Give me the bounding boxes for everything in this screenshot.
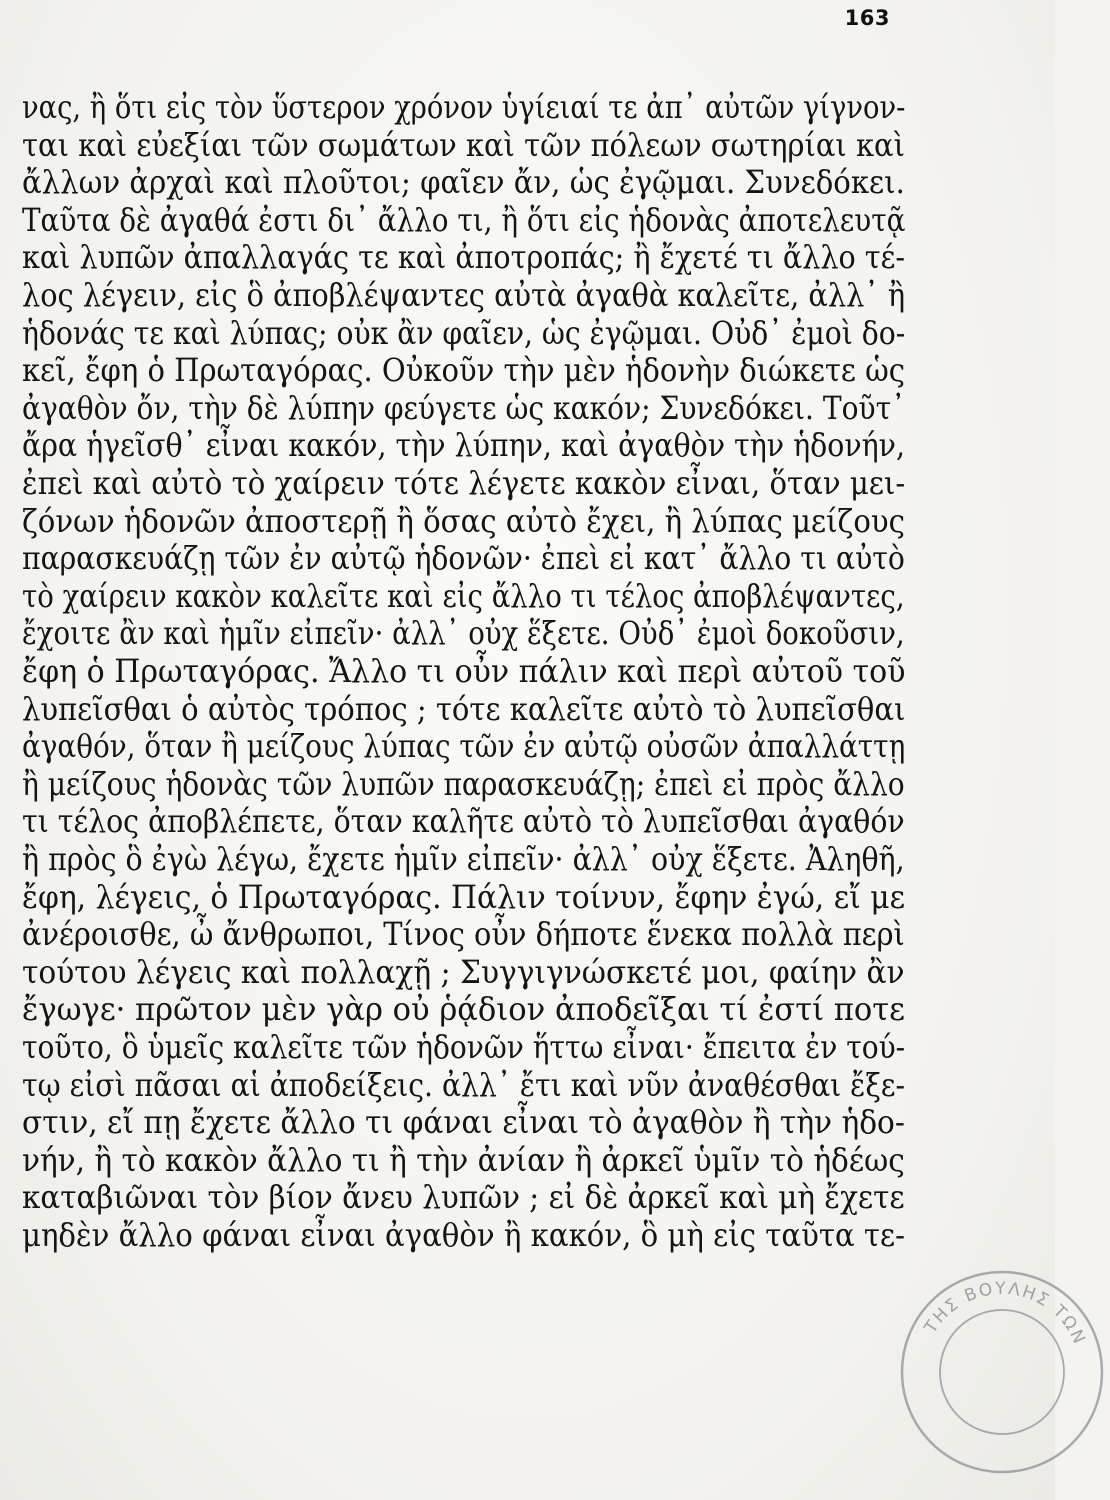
- text-line: τούτου λέγεις καὶ πολλαχῇ ; Συγγιγνώσκετέ μοι, φαίην ἂν: [22, 952, 905, 991]
- text-line: κεῖ, ἔφη ὁ Πρωταγόρας. Οὐκοῦν τὴν μὲν ἡδονὴν διώκετε ὡς: [22, 351, 906, 390]
- text-line: μηδὲν ἄλλο φάναι εἶναι ἀγαθὸν ἢ κακόν, ὃ μὴ εἰς ταῦτα τε-: [22, 1216, 905, 1254]
- text-line: ἡδονάς τε καὶ λύπας; οὐκ ἂν φαῖεν, ὡς ἐγῷμαι. Οὐδ᾽ ἐμοὶ δο-: [22, 313, 906, 352]
- text-line: ἄρα ἡγεῖσθ᾽ εἶναι κακόν, τὴν λύπην, καὶ ἀγαθὸν τὴν ἡδονήν,: [22, 426, 905, 465]
- text-line: ζόνων ἡδονῶν ἀποστερῇ ἢ ὅσας αὐτὸ ἔχει, ἢ λύπας μείζους: [22, 501, 905, 540]
- text-line: ἀγαθὸν ὄν, τὴν δὲ λύπην φεύγετε ὡς κακόν; Συνεδόκει. Τοῦτ᾽: [22, 388, 906, 427]
- text-line: καταβιῶναι τὸν βίον ἄνευ λυπῶν ; εἰ δὲ ἀρκεῖ καὶ μὴ ἔχετε: [22, 1178, 905, 1217]
- text-line: ἔφη, λέγεις, ὁ Πρωταγόρας. Πάλιν τοίνυν, ἔφην ἐγώ, εἴ με: [22, 877, 906, 916]
- text-line: λος λέγειν, εἰς ὃ ἀποβλέψαντες αὐτὰ ἀγαθὰ καλεῖτε, ἀλλ᾽ ἢ: [22, 276, 906, 314]
- text-line: λυπεῖσθαι ὁ αὐτὸς τρόπος ; τότε καλεῖτε αὐτὸ τὸ λυπεῖσθαι: [22, 689, 906, 728]
- text-line: ἔφη ὁ Πρωταγόρας. Ἄλλο τι οὖν πάλιν καὶ περὶ αὐτοῦ τοῦ: [22, 652, 906, 690]
- text-line: στιν, εἴ πῃ ἔχετε ἄλλο τι φάναι εἶναι τὸ ἀγαθὸν ἢ τὴν ἡδο-: [22, 1103, 905, 1142]
- text-line: ἀγαθόν, ὅταν ἢ μείζους λύπας τῶν ἐν αὐτῷ οὐσῶν ἀπαλλάττῃ: [22, 727, 906, 766]
- text-line: ται καὶ εὐεξίαι τῶν σωμάτων καὶ τῶν πόλεων σωτηρίαι καὶ: [22, 125, 905, 164]
- text-line: ἄλλων ἀρχαὶ καὶ πλοῦτοι; φαῖεν ἄν, ὡς ἐγῷμαι. Συνεδόκει.: [22, 163, 905, 202]
- stamp-text: ΤΗΣ ΒΟΥΛΗΣ ΤΩΝ: [920, 1278, 1090, 1349]
- library-stamp: [895, 1265, 1110, 1480]
- text-line: ἔχοιτε ἂν καὶ ἡμῖν εἰπεῖν· ἀλλ᾽ οὐχ ἕξετε. Οὐδ᾽ ἐμοὶ δοκοῦσιν,: [22, 614, 905, 653]
- text-line: ἀνέροισθε, ὦ ἄνθρωποι, Τίνος οὖν δήποτε ἕνεκα πολλὰ περὶ: [22, 915, 905, 954]
- text-line: νας, ἢ ὅτι εἰς τὸν ὕστερον χρόνον ὑγίειαί τε ἀπ᾽ αὐτῶν γίγνον-: [22, 88, 906, 126]
- text-line: παρασκευάζῃ τῶν ἐν αὐτῷ ἡδονῶν· ἐπεὶ εἰ κατ᾽ ἄλλο τι αὐτὸ: [22, 539, 905, 578]
- text-line: τῳ εἰσὶ πᾶσαι αἱ ἀποδείξεις. ἀλλ᾽ ἔτι καὶ νῦν ἀναθέσθαι ἔξε-: [22, 1065, 906, 1104]
- text-line: ἔγωγε· πρῶτον μὲν γὰρ οὐ ῥᾴδιον ἀποδεῖξαι τί ἐστί ποτε: [22, 990, 905, 1029]
- text-line: ἢ πρὸς ὃ ἐγὼ λέγω, ἔχετε ἡμῖν εἰπεῖν· ἀλλ᾽ οὐχ ἕξετε. Ἀληθῆ,: [22, 840, 905, 878]
- text-line: καὶ λυπῶν ἀπαλλαγάς τε καὶ ἀποτροπάς; ἢ ἔχετέ τι ἄλλο τέ-: [22, 238, 906, 277]
- text-line: νήν, ἢ τὸ κακὸν ἄλλο τι ἢ τὴν ἀνίαν ἢ ἀρκεῖ ὑμῖν τὸ ἡδέως: [22, 1140, 905, 1179]
- text-line: ἐπεὶ καὶ αὐτὸ τὸ χαίρειν τότε λέγετε κακὸν εἶναι, ὅταν μει-: [22, 464, 906, 502]
- text-line: ἢ μείζους ἡδονὰς τῶν λυπῶν παρασκευάζῃ; ἐπεὶ εἰ πρὸς ἄλλο: [22, 764, 905, 803]
- text-line: τὸ χαίρειν κακὸν καλεῖτε καὶ εἰς ἄλλο τι τέλος ἀποβλέψαντες,: [22, 576, 905, 615]
- text-line: Ταῦτα δὲ ἀγαθά ἐστι δι᾽ ἄλλο τι, ἢ ὅτι εἰς ἡδονὰς ἀποτελευτᾷ: [22, 200, 906, 239]
- text-line: τοῦτο, ὃ ὑμεῖς καλεῖτε τῶν ἡδονῶν ἥττω εἶναι· ἔπειτα ἐν τού-: [22, 1028, 906, 1066]
- text-line: τι τέλος ἀποβλέπετε, ὅταν καλῆτε αὐτὸ τὸ λυπεῖσθαι ἀγαθόν: [22, 802, 905, 841]
- page-number: 163: [844, 6, 890, 30]
